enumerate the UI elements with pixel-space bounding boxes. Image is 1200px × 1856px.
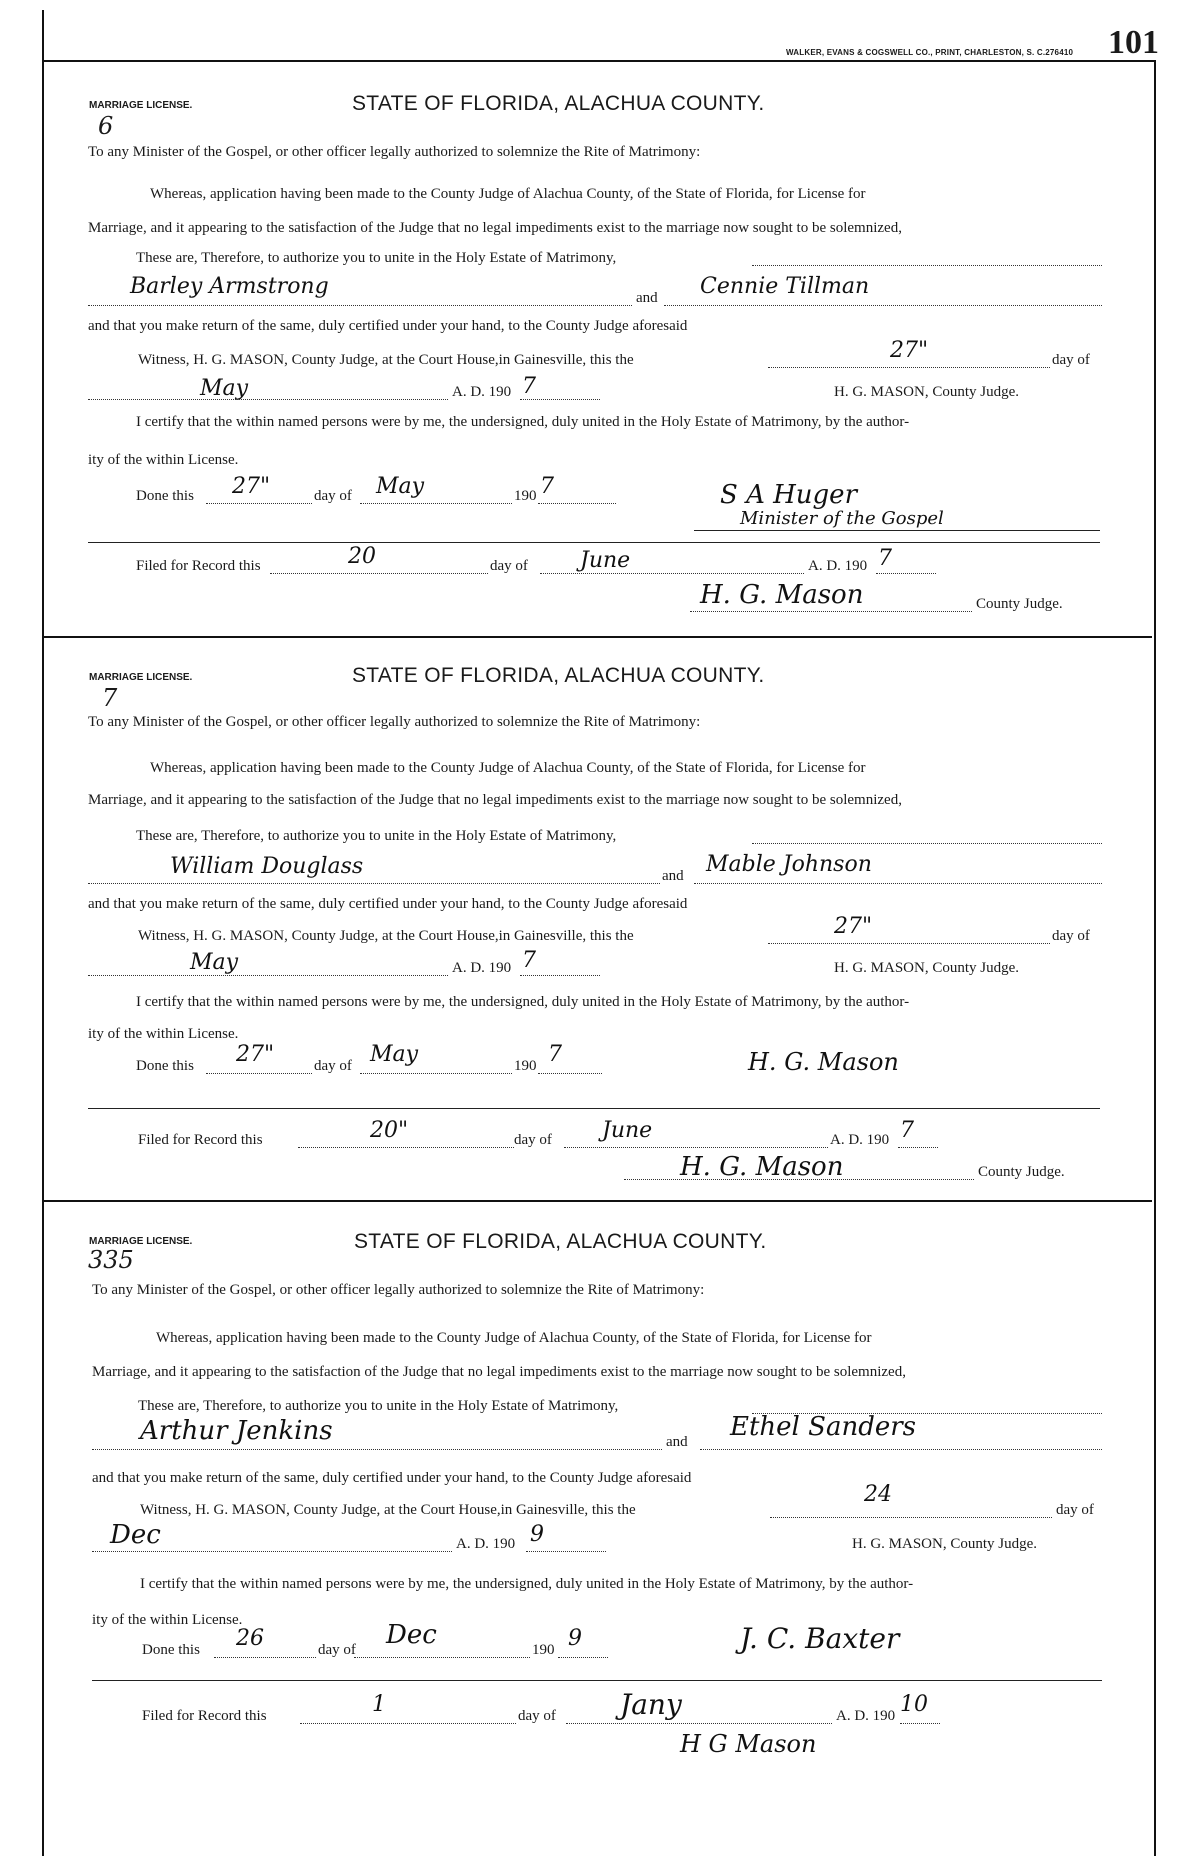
whereas-line-2: Marriage, and it appearing to the satisfaction of the Judge that no legal impediments exist to the marriage now sought to be solemnized, bbox=[88, 220, 902, 236]
ad-short-label: A. D. 190 bbox=[836, 1708, 896, 1724]
signature-rule bbox=[92, 1680, 1102, 1681]
certify-line-1: I certify that the within named persons were by me, the undersigned, duly united in the Holy Estate of Matrimony, by the author- bbox=[140, 1576, 914, 1592]
year-prefix: 190 bbox=[514, 1058, 537, 1074]
dotted-fill bbox=[752, 264, 1102, 266]
dotted-fill bbox=[664, 304, 1102, 306]
address-line: To any Minister of the Gospel, or other officer legally authorized to solemnize the Rite of Matrimony: bbox=[92, 1282, 705, 1298]
dotted-fill bbox=[88, 398, 448, 400]
dotted-fill bbox=[566, 1722, 832, 1724]
dotted-fill bbox=[520, 398, 600, 400]
filed-month: Jany bbox=[620, 1688, 682, 1721]
dotted-fill bbox=[526, 1550, 606, 1552]
witness-year: 7 bbox=[522, 374, 536, 399]
dotted-fill bbox=[564, 1146, 828, 1148]
judge-signature: H. G. MASON, County Judge. bbox=[834, 384, 1020, 400]
dotted-fill bbox=[300, 1722, 516, 1724]
license-number: 7 bbox=[102, 684, 118, 712]
dotted-fill bbox=[694, 882, 1102, 884]
these-are-line: These are, Therefore, to authorize you to unite in the Holy Estate of Matrimony, bbox=[136, 828, 617, 844]
witness-month: May bbox=[190, 950, 239, 975]
return-line: and that you make return of the same, duly certified under your hand, to the County Judge aforesaid bbox=[88, 896, 688, 912]
judge-signature: H. G. MASON, County Judge. bbox=[852, 1536, 1038, 1552]
dotted-fill bbox=[700, 1448, 1102, 1450]
dotted-fill bbox=[214, 1656, 316, 1658]
day-of-short: day of bbox=[514, 1132, 552, 1148]
filed-signature: H. G. Mason bbox=[700, 580, 864, 610]
ad-label: A. D. 190 bbox=[452, 960, 512, 976]
certify-line-2: ity of the within License. bbox=[88, 452, 239, 468]
marriage-license-label: MARRIAGE LICENSE. bbox=[89, 1236, 193, 1247]
done-month: May bbox=[370, 1042, 419, 1067]
witness-line: Witness, H. G. MASON, County Judge, at the Court House,in Gainesville, this the bbox=[138, 352, 634, 368]
done-day: 26 bbox=[236, 1626, 264, 1651]
done-year: 7 bbox=[548, 1042, 562, 1067]
marriage-license-label: MARRIAGE LICENSE. bbox=[89, 672, 193, 683]
day-of-short: day of bbox=[318, 1642, 356, 1658]
filed-month: June bbox=[580, 548, 631, 573]
witness-line: Witness, H. G. MASON, County Judge, at the Court House,in Gainesville, this the bbox=[138, 928, 634, 944]
county-judge-label: County Judge. bbox=[978, 1164, 1065, 1180]
filed-year: 10 bbox=[900, 1692, 928, 1717]
day-of-label: day of bbox=[1056, 1502, 1094, 1518]
bride-name: Ethel Sanders bbox=[730, 1412, 916, 1442]
section-separator bbox=[44, 636, 1152, 638]
whereas-line-1: Whereas, application having been made to the County Judge of Alachua County, of the State of Florida, for License for bbox=[150, 760, 866, 776]
filed-day: 20 bbox=[348, 544, 376, 569]
ad-short-label: A. D. 190 bbox=[830, 1132, 890, 1148]
license-number: 6 bbox=[98, 112, 114, 140]
filed-for-record-label: Filed for Record this bbox=[142, 1708, 267, 1724]
state-title: STATE OF FLORIDA, ALACHUA COUNTY. bbox=[352, 664, 765, 687]
state-title: STATE OF FLORIDA, ALACHUA COUNTY. bbox=[352, 92, 765, 115]
officiant-signature: H. G. Mason bbox=[748, 1048, 899, 1076]
day-of-label: day of bbox=[1052, 928, 1090, 944]
dotted-fill bbox=[558, 1656, 608, 1658]
year-prefix: 190 bbox=[514, 488, 537, 504]
dotted-fill bbox=[538, 502, 616, 504]
done-day: 27" bbox=[232, 474, 271, 499]
year-prefix: 190 bbox=[532, 1642, 555, 1658]
done-day: 27" bbox=[236, 1042, 275, 1067]
whereas-line-2: Marriage, and it appearing to the satisfaction of the Judge that no legal impediments exist to the marriage now sought to be solemnized, bbox=[88, 792, 902, 808]
day-of-short: day of bbox=[314, 488, 352, 504]
dotted-fill bbox=[876, 572, 936, 574]
bride-name: Mable Johnson bbox=[706, 852, 872, 877]
filed-divider bbox=[88, 542, 1100, 543]
dotted-fill bbox=[298, 1146, 514, 1148]
filed-year: 7 bbox=[878, 546, 892, 571]
ad-label: A. D. 190 bbox=[452, 384, 512, 400]
done-month: Dec bbox=[386, 1620, 437, 1650]
done-month: May bbox=[376, 474, 425, 499]
left-border bbox=[42, 10, 44, 1856]
top-rule bbox=[42, 60, 1156, 62]
witness-month: Dec bbox=[110, 1520, 161, 1550]
officiant-signature: J. C. Baxter bbox=[740, 1622, 900, 1655]
witness-day: 27" bbox=[834, 914, 873, 939]
dotted-fill bbox=[270, 572, 488, 574]
officiant-title: Minister of the Gospel bbox=[740, 508, 944, 529]
day-of-short: day of bbox=[314, 1058, 352, 1074]
done-this-label: Done this bbox=[136, 1058, 194, 1074]
dotted-fill bbox=[752, 842, 1102, 844]
dotted-fill bbox=[88, 304, 632, 306]
dotted-fill bbox=[770, 1516, 1052, 1518]
and-word: and bbox=[636, 290, 658, 306]
groom-name: William Douglass bbox=[170, 854, 364, 879]
witness-month: May bbox=[200, 376, 249, 401]
filed-signature: H G Mason bbox=[680, 1730, 817, 1758]
signature-rule bbox=[694, 530, 1100, 531]
marriage-license-label: MARRIAGE LICENSE. bbox=[89, 100, 193, 111]
whereas-line-1: Whereas, application having been made to the County Judge of Alachua County, of the State of Florida, for License for bbox=[150, 186, 866, 202]
dotted-fill bbox=[206, 502, 312, 504]
whereas-line-1: Whereas, application having been made to the County Judge of Alachua County, of the State of Florida, for License for bbox=[156, 1330, 872, 1346]
dotted-fill bbox=[360, 1072, 512, 1074]
witness-line: Witness, H. G. MASON, County Judge, at the Court House,in Gainesville, this the bbox=[140, 1502, 636, 1518]
dotted-fill bbox=[898, 1146, 938, 1148]
dotted-fill bbox=[624, 1178, 974, 1180]
done-year: 7 bbox=[540, 474, 554, 499]
certify-line-1: I certify that the within named persons were by me, the undersigned, duly united in the Holy Estate of Matrimony, by the author- bbox=[136, 414, 910, 430]
dotted-fill bbox=[900, 1722, 940, 1724]
done-this-label: Done this bbox=[136, 488, 194, 504]
ad-label: A. D. 190 bbox=[456, 1536, 516, 1552]
dotted-fill bbox=[354, 1656, 530, 1658]
address-line: To any Minister of the Gospel, or other officer legally authorized to solemnize the Rite of Matrimony: bbox=[88, 714, 701, 730]
license-number: 335 bbox=[88, 1246, 134, 1274]
witness-day: 27" bbox=[890, 338, 929, 363]
right-border bbox=[1154, 60, 1156, 1856]
these-are-line: These are, Therefore, to authorize you to unite in the Holy Estate of Matrimony, bbox=[136, 250, 617, 266]
these-are-line: These are, Therefore, to authorize you to unite in the Holy Estate of Matrimony, bbox=[138, 1398, 619, 1414]
done-year: 9 bbox=[568, 1626, 582, 1651]
witness-year: 9 bbox=[530, 1522, 544, 1547]
section-separator bbox=[44, 1200, 1152, 1202]
page-number: 101 bbox=[1108, 24, 1159, 61]
address-line: To any Minister of the Gospel, or other officer legally authorized to solemnize the Rite of Matrimony: bbox=[88, 144, 701, 160]
dotted-fill bbox=[768, 366, 1050, 368]
groom-name: Barley Armstrong bbox=[130, 274, 329, 299]
dotted-fill bbox=[206, 1072, 312, 1074]
dotted-fill bbox=[540, 572, 804, 574]
and-word: and bbox=[662, 868, 684, 884]
filed-for-record-label: Filed for Record this bbox=[138, 1132, 263, 1148]
groom-name: Arthur Jenkins bbox=[140, 1416, 333, 1446]
dotted-fill bbox=[360, 502, 512, 504]
county-judge-label: County Judge. bbox=[976, 596, 1063, 612]
return-line: and that you make return of the same, duly certified under your hand, to the County Judge aforesaid bbox=[92, 1470, 692, 1486]
dotted-fill bbox=[538, 1072, 602, 1074]
filed-day: 1 bbox=[372, 1692, 386, 1717]
day-of-label: day of bbox=[1052, 352, 1090, 368]
dotted-fill bbox=[92, 1550, 452, 1552]
dotted-fill bbox=[88, 882, 660, 884]
dotted-fill bbox=[768, 942, 1050, 944]
certify-line-1: I certify that the within named persons were by me, the undersigned, duly united in the Holy Estate of Matrimony, by the author- bbox=[136, 994, 910, 1010]
done-this-label: Done this bbox=[142, 1642, 200, 1658]
dotted-fill bbox=[92, 1448, 662, 1450]
certify-line-2: ity of the within License. bbox=[92, 1612, 243, 1628]
day-of-short: day of bbox=[490, 558, 528, 574]
officiant-signature: S A Huger bbox=[720, 480, 857, 510]
dotted-fill bbox=[690, 610, 972, 612]
judge-signature: H. G. MASON, County Judge. bbox=[834, 960, 1020, 976]
dotted-fill bbox=[88, 974, 448, 976]
filed-year: 7 bbox=[900, 1118, 914, 1143]
state-title: STATE OF FLORIDA, ALACHUA COUNTY. bbox=[354, 1230, 767, 1253]
certify-line-2: ity of the within License. bbox=[88, 1026, 239, 1042]
ad-short-label: A. D. 190 bbox=[808, 558, 868, 574]
day-of-short: day of bbox=[518, 1708, 556, 1724]
filed-month: June bbox=[602, 1118, 653, 1143]
dotted-fill bbox=[520, 974, 600, 976]
signature-rule bbox=[88, 1108, 1100, 1109]
printer-imprint: WALKER, EVANS & COGSWELL CO., PRINT, CHARLESTON, S. C.276410 bbox=[786, 48, 1074, 57]
bride-name: Cennie Tillman bbox=[700, 274, 870, 299]
filed-signature: H. G. Mason bbox=[680, 1152, 844, 1182]
witness-day: 24 bbox=[864, 1482, 892, 1507]
and-word: and bbox=[666, 1434, 688, 1450]
return-line: and that you make return of the same, duly certified under your hand, to the County Judge aforesaid bbox=[88, 318, 688, 334]
filed-for-record-label: Filed for Record this bbox=[136, 558, 261, 574]
witness-year: 7 bbox=[522, 948, 536, 973]
filed-day: 20" bbox=[370, 1118, 409, 1143]
whereas-line-2: Marriage, and it appearing to the satisfaction of the Judge that no legal impediments exist to the marriage now sought to be solemnized, bbox=[92, 1364, 906, 1380]
